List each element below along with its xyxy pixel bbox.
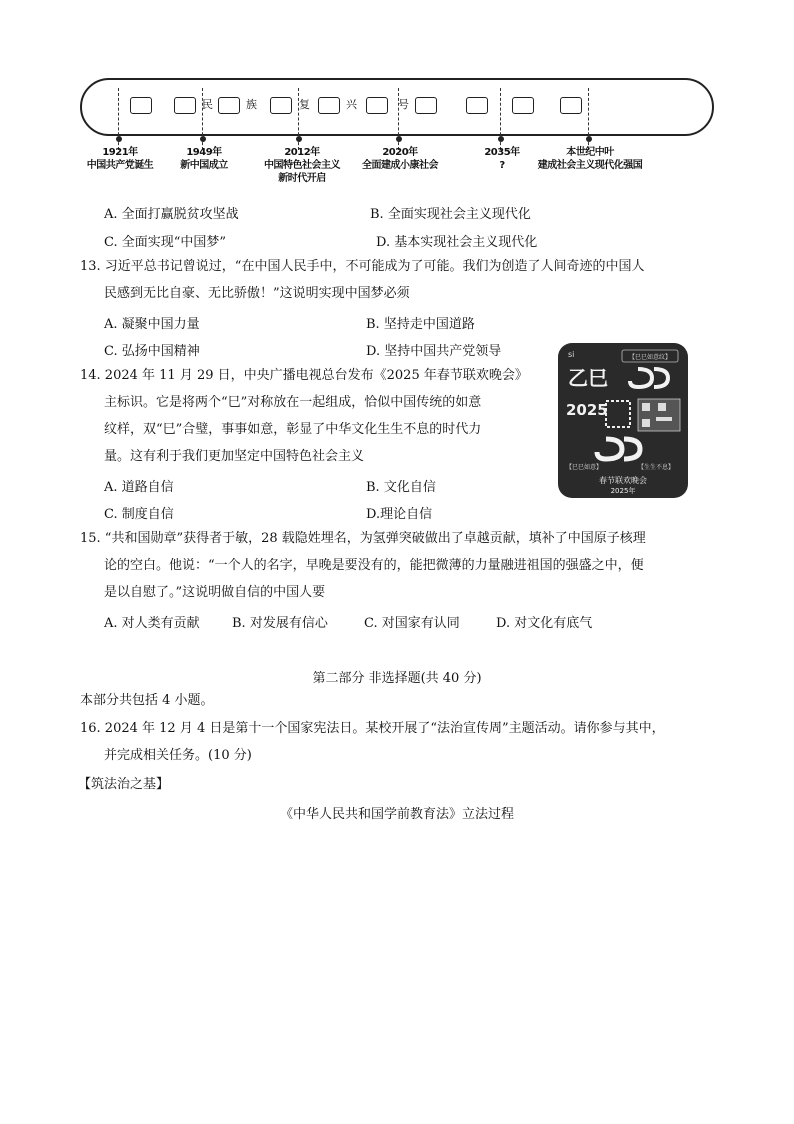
train-char: 民 [202,98,213,111]
blank-box [218,97,240,114]
milestone-label [180,146,228,172]
logo-corner-text: si [568,350,575,359]
milestone-label [362,146,438,172]
pattern-block-icon [606,401,630,427]
blank-box [174,97,196,114]
q12-option-a: A. 全面打赢脱贫攻坚战 [104,207,239,222]
milestone-event: 新时代开启 [278,173,326,184]
q16-section-heading: 【筑法治之基】 [78,777,170,792]
blank-box [270,97,292,114]
milestone-event: 建成社会主义现代化强国 [537,160,643,171]
timeline-dot [200,136,206,142]
q12-option-b: B. 全面实现社会主义现代化 [370,207,531,222]
milestone-event: 中国特色社会主义 [264,160,340,171]
q14-option-d: D.理论自信 [366,507,433,522]
blank-box [366,97,388,114]
timeline-dot [116,136,122,142]
milestone-event: 新中国成立 [180,160,228,171]
blank-box [512,97,534,114]
q13-option-d: D. 坚持中国共产党领导 [366,344,502,359]
blank-box [130,97,152,114]
milestone-year: 2020年 [382,147,418,158]
train-char: 族 [246,98,257,111]
part2-title: 第二部分 非选择题(共 40 分) [312,671,482,686]
q15-option-b: B. 对发展有信心 [232,616,328,631]
milestone-year: 1921年 [102,147,138,158]
timeline-dot [396,136,402,142]
logo-year: 2025 [566,401,608,419]
q15-option-a: A. 对人类有贡献 [104,616,200,631]
logo-caption: 春节联欢晚会 [599,476,647,485]
milestone-event: 中国共产党诞生 [86,160,154,171]
q14-stem: 14. 2024 年 11 月 29 日，中央广播电视总台发布《2025 年春节联欢晚会》 [80,368,528,383]
q15-stem: 是以自慰了。”这说明做自信的中国人要 [104,585,326,600]
milestone-label [538,146,643,172]
train-char: 兴 [346,98,357,111]
train-char: 复 [299,98,310,111]
timeline-dot [586,136,592,142]
q14-option-b: B. 文化自信 [366,480,436,495]
milestone-year: 2012年 [284,147,320,158]
milestone-event: ? [499,160,505,171]
q12-option-c: C. 全面实现“中国梦” [104,235,227,250]
q13-option-c: C. 弘扬中国精神 [104,344,200,359]
milestone-label [87,146,154,172]
gala-logo-image [558,343,688,498]
milestone-event: 全面建成小康社会 [362,160,438,171]
part2-intro: 本部分共包括 4 小题。 [80,693,214,708]
blank-box [466,97,488,114]
q13-option-a: A. 凝聚中国力量 [104,317,200,332]
logo-top-tag: 【巳巳如意纹】 [628,354,672,361]
q15-stem: 论的空白。他说：“一个人的名字，早晚是要没有的，能把微薄的力量融进祖国的强盛之中，便 [104,558,644,573]
gala-logo-svg [558,343,688,498]
milestone-year: 1949年 [186,147,222,158]
q13-stem: 13. 习近平总书记曾说过，“在中国人民手中，不可能成为了可能。我们为创造了人间奇迹的中国人 [80,259,645,274]
blank-box [415,97,437,114]
timeline-dot [296,136,302,142]
q15-stem: 15. “共和国勋章”获得者于敏，28 载隐姓埋名，为氢弹突破做出了卓越贡献，填补了中国原子核理 [80,531,646,546]
q15-option-d: D. 对文化有底气 [496,616,593,631]
blank-box [560,97,582,114]
q16-subtitle: 《中华人民共和国学前教育法》立法过程 [279,807,514,822]
timeline-figure [80,78,720,188]
ruyi-large-icon [597,439,640,459]
milestone-label [264,146,340,185]
logo-left-tag: 【巳巳如意】 [566,464,603,471]
q12-option-d: D. 基本实现社会主义现代化 [376,235,538,250]
train-char: 号 [398,98,409,111]
q13-option-b: B. 坚持走中国道路 [366,317,475,332]
q15-option-c: C. 对国家有认同 [364,616,460,631]
ruyi-motif-icon [630,369,668,387]
q14-stem: 量。这有利于我们更加坚定中国特色社会主义 [104,449,365,464]
timeline-dot [498,136,504,142]
logo-caption-year: 2025年 [610,487,636,495]
logo-right-tag: 【生生不息】 [638,464,675,471]
q14-option-c: C. 制度自信 [104,507,174,522]
q14-option-a: A. 道路自信 [104,480,174,495]
q13-stem: 民感到无比自豪、无比骄傲！”这说明实现中国梦必须 [104,286,410,301]
logo-glyph-row: 乙巳 [568,366,608,390]
q16-stem: 16. 2024 年 12 月 4 日是第十一个国家宪法日。某校开展了“法治宣传周”主题活动。请你参与其中， [80,721,665,736]
q14-stem: 纹样，双“巳”合璧，事事如意，彰显了中华文化生生不息的时代力 [104,422,482,437]
milestone-label [484,146,519,172]
q16-stem: 并完成相关任务。(10 分) [104,748,252,763]
blank-box [318,97,340,114]
q14-stem: 主标识。它是将两个“巳”对称放在一起组成，恰似中国传统的如意 [104,395,482,410]
milestone-year: 本世纪中叶 [566,147,614,158]
milestone-year: 2035年 [484,147,520,158]
